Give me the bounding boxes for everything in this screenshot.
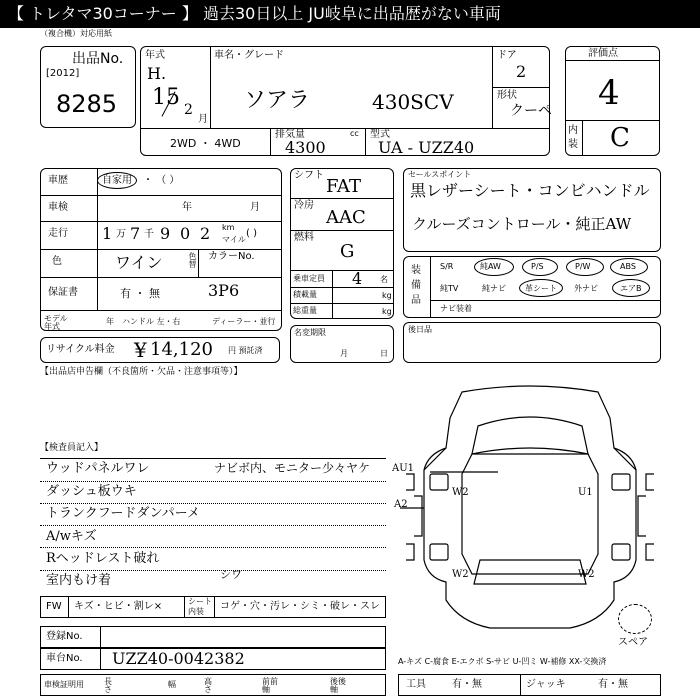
car-grade: 430SCV xyxy=(372,90,454,114)
recycle-unit: 円 預託済 xyxy=(228,346,263,355)
inspection-label: 車検 xyxy=(48,202,68,213)
year-month: 2 xyxy=(184,102,193,118)
shape-value: クーペ xyxy=(510,103,552,119)
inspector-label: 【検査員記入】 xyxy=(40,443,104,453)
jack-label: ジャッキ xyxy=(526,679,566,690)
mileage-u1: 万 xyxy=(116,229,126,240)
warranty-options: 有 ・ 無 xyxy=(120,287,160,300)
header-banner-text: 【 トレタマ30コーナー 】 過去30日以上 JU岐阜に出品歴がない車両 xyxy=(8,4,501,23)
year-value: 15 xyxy=(152,85,180,110)
sub-note: （複合機）対応用紙 xyxy=(40,29,112,38)
sales-point-label: セールスポイント xyxy=(408,170,472,179)
mileage-d1: 1 xyxy=(102,224,113,243)
name-change-label: 名変期限 xyxy=(294,328,326,337)
shape-label: 形状 xyxy=(497,90,517,101)
declaration-label: 【出品店申告欄（不良箇所・欠品・注意事項等）】 xyxy=(40,367,243,377)
displacement-value: 4300 xyxy=(285,138,326,157)
displacement-unit: cc xyxy=(350,129,359,138)
inspector-note-right: ナビボ内、モニター少々ヤケ xyxy=(214,461,371,475)
history-rest: ・ （ ） xyxy=(143,175,180,186)
recycle-yen: ¥ xyxy=(134,338,147,362)
equip-pw: P/W xyxy=(575,262,591,271)
cert-label: 車検証明用 xyxy=(44,680,84,689)
equip-abs: ABS xyxy=(620,262,636,271)
ac-label: 冷房 xyxy=(294,200,314,211)
jack-value: 有・無 xyxy=(598,679,628,690)
recycle-label: リサイクル料金 xyxy=(46,344,115,355)
diagram-au1: AU1 xyxy=(392,463,415,474)
sales-point-line1: 黒レザーシート・コンビハンドル xyxy=(410,181,650,200)
interior-label-2: 装 xyxy=(568,139,578,150)
shift-label: シフト xyxy=(294,170,324,181)
ac-value: AAC xyxy=(326,207,366,228)
inspector-note-1: ウッドパネルワレ xyxy=(46,461,150,476)
mileage-d3: 9 xyxy=(160,224,171,243)
gross-label: 総重量 xyxy=(293,306,317,315)
interior-label-1: 内 xyxy=(568,125,578,136)
chassis-label: 車台No. xyxy=(46,653,83,664)
tools-label: 工具 xyxy=(406,679,426,690)
cert-col-rear-axle: 後後軸 xyxy=(330,677,346,694)
model-label: 型式 xyxy=(370,129,390,140)
car-label: 車名・グレード xyxy=(214,50,284,61)
mileage-u2: 千 xyxy=(144,229,154,240)
inspection-year-unit: 年 xyxy=(182,202,192,213)
inspector-note-4: A/wキズ xyxy=(46,529,97,544)
cert-col-width: 幅 xyxy=(168,680,176,689)
equip-navi: 純ナビ xyxy=(482,284,506,293)
equip-sr: S/R xyxy=(440,262,454,271)
mileage-paren: ( ) xyxy=(246,228,257,239)
retro-box xyxy=(403,322,661,363)
equip-ps: P/S xyxy=(531,262,544,271)
mileage-unit-mile: マイル xyxy=(222,235,246,244)
cert-col-front-axle: 前前軸 xyxy=(262,677,278,694)
mileage-d5: 2 xyxy=(200,224,211,243)
recycle-value: 14,120 xyxy=(150,339,213,360)
score-label: 評価点 xyxy=(588,48,618,59)
fw-seat-items: コゲ・穴・汚レ・シミ・破レ・スレ xyxy=(220,601,380,612)
capacity-value: 4 xyxy=(352,269,363,288)
damage-legend: A-キズ C-腐食 E-エクボ S-サビ U-凹ミ W-補修 XX-交換済 xyxy=(398,657,607,666)
equip-tv: 純TV xyxy=(440,284,459,293)
doors-label: ドア xyxy=(497,50,517,61)
fuel-value: G xyxy=(340,241,355,262)
equip-leather: 革シート xyxy=(525,284,557,293)
mileage-label: 走行 xyxy=(48,228,68,239)
lot-label: 出品No. xyxy=(72,51,124,67)
diagram-w2b: W2 xyxy=(452,569,469,580)
car-name: ソアラ xyxy=(244,88,311,113)
model-year-handle: ハンドル 左・右 xyxy=(122,317,181,326)
diagram-w2a: W2 xyxy=(452,487,469,498)
name-change-day: 日 xyxy=(380,349,388,358)
year-era: H. xyxy=(147,64,167,83)
cert-col-height: 高さ xyxy=(204,677,212,694)
model-year-dealer: ディーラー・並行 xyxy=(212,317,276,326)
capacity-label: 乗車定員 xyxy=(293,274,325,283)
year-label: 年式 xyxy=(145,50,165,61)
chassis-value: UZZ40-0042382 xyxy=(112,649,245,668)
score-value: 4 xyxy=(598,73,620,113)
equipment-label-3: 品 xyxy=(411,295,421,306)
retro-label: 後日品 xyxy=(408,325,432,334)
equip-ext-navi: 外ナビ xyxy=(574,284,598,293)
spare-label: スペア xyxy=(618,637,648,648)
mileage-d2: 7 xyxy=(130,224,141,243)
fw-seat-label-1: シート xyxy=(188,597,212,606)
shift-value: FAT xyxy=(326,176,361,197)
diagram-a2: A2 xyxy=(394,499,408,510)
fw-seat-label-2: 内装 xyxy=(188,607,204,616)
cert-col-length: 長さ xyxy=(104,677,112,694)
color-value: ワイン xyxy=(115,253,163,272)
capacity-unit: 名 xyxy=(380,275,388,284)
color-change-label: 色替 xyxy=(188,252,197,268)
sales-point-line2: クルーズコントロール・純正AW xyxy=(412,215,632,233)
diagram-w2c: W2 xyxy=(578,569,595,580)
equip-airbag: エアB xyxy=(620,284,642,293)
history-label: 車歴 xyxy=(48,175,68,186)
history-value: 自家用 xyxy=(102,175,132,186)
equipment-label-2: 備 xyxy=(411,280,421,291)
inspector-note-2: ダッシュ板ウキ xyxy=(46,484,137,499)
model-value: UA - UZZ40 xyxy=(378,138,475,157)
fw-label: FW xyxy=(46,601,62,612)
drive-options: 2WD ・ 4WD xyxy=(170,137,241,150)
inspector-note-6: 室内もけ着 xyxy=(46,573,112,588)
lot-number: 8285 xyxy=(56,90,118,118)
warranty-label: 保証書 xyxy=(48,287,78,298)
lot-year-tag: [2012] xyxy=(46,68,80,79)
displacement-label: 排気量 xyxy=(275,129,305,140)
diagram-u1: U1 xyxy=(578,487,593,498)
model-year-label: モデル年式 xyxy=(44,314,68,331)
load-unit: kg xyxy=(382,291,392,300)
model-year-unit: 年 xyxy=(106,317,114,326)
equip-navi-label: ナビ装着 xyxy=(440,304,472,313)
spare-circle xyxy=(618,604,652,634)
interior-value: C xyxy=(610,123,630,153)
mileage-unit-km: km xyxy=(222,223,235,232)
color-code-value: 3P6 xyxy=(208,281,240,300)
gross-unit: kg xyxy=(382,307,392,316)
inspection-month-unit: 月 xyxy=(250,202,260,213)
inspector-note-5: Rヘッドレスト破れ xyxy=(46,551,160,566)
color-label: 色 xyxy=(52,256,62,267)
color-code-label: カラーNo. xyxy=(208,251,255,262)
equip-aw: 純AW xyxy=(480,262,501,271)
registration-box xyxy=(40,626,386,648)
name-change-month: 月 xyxy=(340,349,348,358)
registration-label: 登録No. xyxy=(46,631,83,642)
doors-value: 2 xyxy=(516,62,527,81)
year-month-unit: 月 xyxy=(198,114,208,125)
inspector-note-3: トランクフードダンパーメ xyxy=(46,506,200,521)
fuel-label: 燃料 xyxy=(294,232,314,243)
load-label: 積載量 xyxy=(293,290,317,299)
equipment-label-1: 装 xyxy=(411,265,421,276)
fw-items: キズ・ヒビ・割レ× xyxy=(74,601,163,612)
tools-value: 有・無 xyxy=(452,679,482,690)
mileage-d4: 0 xyxy=(180,224,191,243)
fw-annotation: シワ xyxy=(220,568,242,581)
